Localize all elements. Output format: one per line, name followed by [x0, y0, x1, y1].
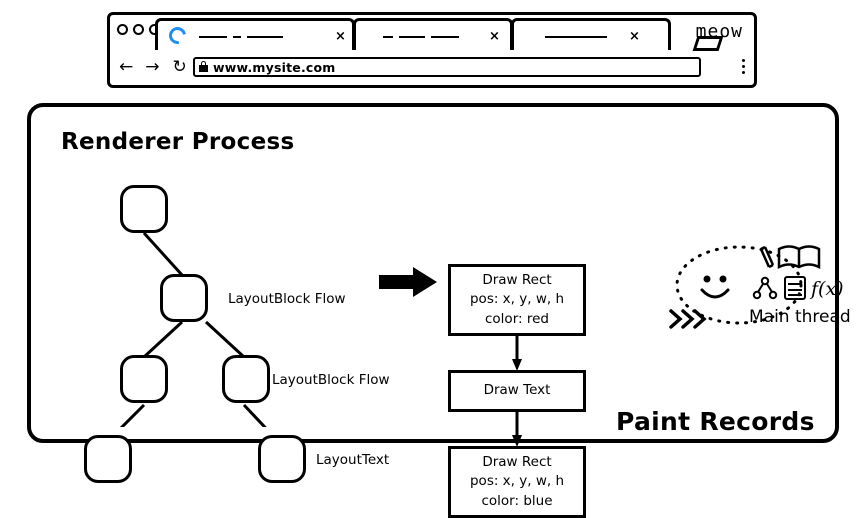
record-line: pos: x, y, w, h [469, 291, 565, 308]
calculator-icon [785, 277, 805, 299]
tab-1-title-glyph [247, 36, 283, 38]
layout-node-text-1 [84, 435, 132, 483]
forward-icon[interactable]: → [145, 57, 160, 77]
record-arrow-2-icon [511, 411, 523, 447]
paintbrush-icon [761, 247, 773, 267]
tab-2-title-glyph [399, 36, 425, 38]
layout-node-root [120, 185, 168, 233]
motion-lines-icon [671, 311, 704, 327]
lock-icon [199, 65, 208, 72]
browser-brand-label: meow [695, 21, 743, 42]
record-line: color: red [485, 310, 549, 327]
layout-node-block-2 [120, 355, 168, 403]
renderer-process-panel [27, 103, 851, 509]
tab-1-title-glyph [199, 36, 227, 38]
paint-records-heading: Paint Records [616, 407, 815, 436]
tab-1-title-glyph [233, 36, 241, 38]
reload-icon[interactable]: ↻ [172, 57, 187, 77]
record-line: Draw Rect [482, 271, 552, 288]
url-text: www.mysite.com [213, 59, 336, 75]
panel-title: Renderer Process [61, 129, 295, 155]
record-arrow-1-icon [511, 335, 523, 371]
paint-record-draw-rect-red [448, 264, 586, 336]
main-thread-label: Main thread [749, 307, 851, 327]
layout-node-block-1 [160, 274, 208, 322]
face-icon [704, 276, 711, 283]
layout-node-text-2 [258, 435, 306, 483]
record-line: pos: x, y, w, h [469, 473, 565, 490]
paint-record-draw-text [448, 370, 586, 412]
back-icon[interactable]: ← [119, 57, 134, 77]
browser-tab-3[interactable] [511, 18, 671, 50]
paint-record-draw-rect-blue [448, 446, 586, 518]
tree-label-layoutblock-1: LayoutBlock Flow [228, 291, 346, 307]
tab-2-title-glyph [383, 36, 393, 38]
function-icon: f(x) [811, 278, 844, 300]
browser-tabbar [107, 12, 757, 50]
layout-tree [76, 167, 406, 468]
record-line: color: blue [481, 492, 553, 509]
minimize-dot-icon[interactable] [133, 24, 144, 35]
record-line: Draw Rect [482, 453, 552, 470]
window-controls [117, 24, 160, 35]
tree-label-layoutblock-2: LayoutBlock Flow [272, 372, 390, 388]
tab-2-title-glyph [431, 36, 459, 38]
tab-1-close-icon[interactable]: × [335, 29, 346, 44]
close-dot-icon[interactable] [117, 24, 128, 35]
tree-label-layouttext: LayoutText [316, 452, 390, 468]
layout-node-block-3 [222, 355, 270, 403]
tab-2-close-icon[interactable]: × [489, 29, 500, 44]
tab-3-close-icon[interactable]: × [629, 29, 640, 44]
browser-toolbar [107, 50, 757, 85]
dom-tree-icon [754, 278, 776, 298]
browser-window [107, 12, 757, 88]
record-line: Draw Text [483, 382, 551, 399]
tab-3-title-glyph [545, 36, 607, 38]
main-thread-illustration [661, 237, 861, 347]
book-icon [779, 247, 819, 268]
browser-menu-icon[interactable] [742, 59, 745, 74]
address-bar[interactable] [193, 57, 701, 77]
